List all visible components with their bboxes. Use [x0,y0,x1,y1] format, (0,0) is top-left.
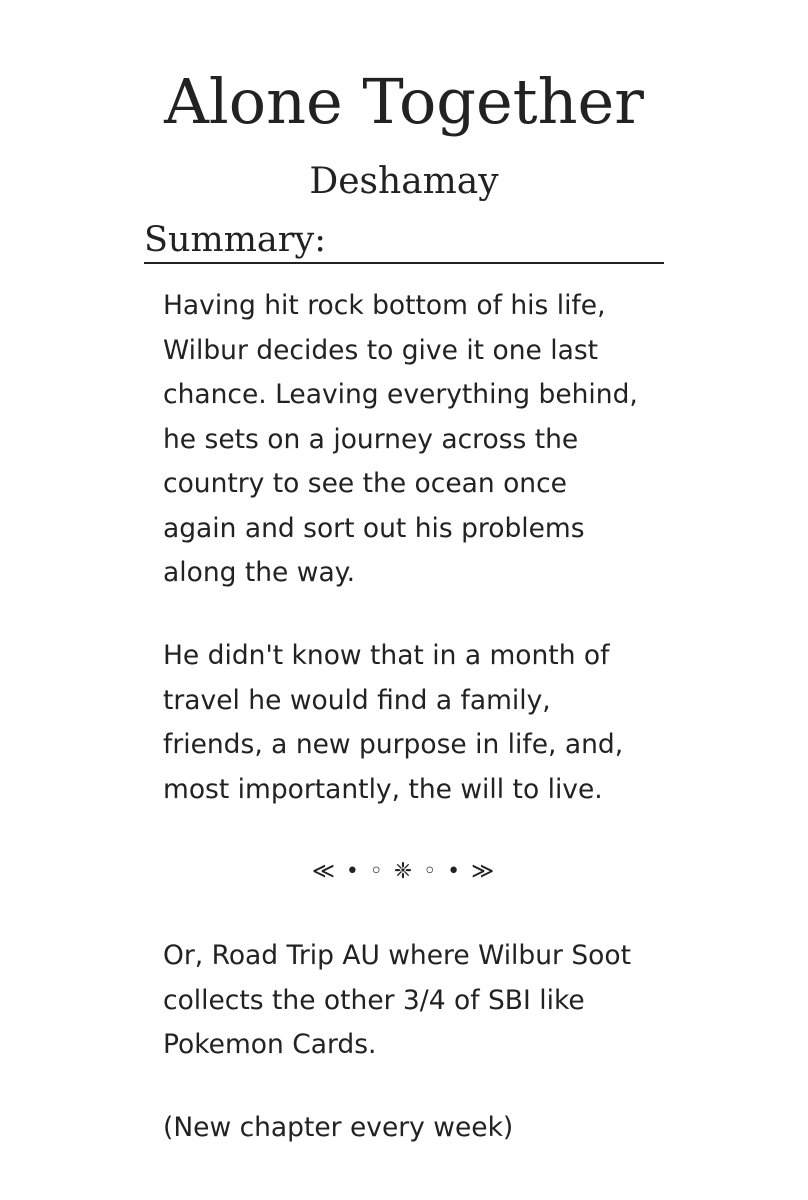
summary-line: chance. Leaving everything behind, [163,379,638,410]
summary-paragraph-3 [163,934,683,1068]
work-title: Alone Together [164,65,644,138]
summary-heading: Summary: [144,216,664,264]
summary-line: Having hit rock bottom of his life, [163,290,606,321]
summary-line: most importantly, the will to live. [163,773,603,805]
summary-line: Wilbur decides to give it one last [163,334,599,366]
author-name: Deshamay [309,161,499,202]
summary-line: again and sort out his problems [163,512,585,544]
summary-line: Pokemon Cards. [163,1029,377,1060]
summary-line: he sets on a journey across the [163,423,579,455]
summary-paragraph-4 [163,1106,683,1151]
summary-line: travel he would find a family, [163,684,551,716]
summary-line: friends, a new purpose in life, and, [163,729,624,760]
summary-line: collects the other 3/4 of SBI like [163,984,585,1016]
summary-line: country to see the ocean once [163,468,567,499]
summary-line: He didn't know that in a month of [163,640,610,671]
summary-line: Or, Road Trip AU where Wilbur Soot [163,940,631,971]
summary-paragraph-1 [163,284,683,596]
summary-paragraph-2 [163,634,683,812]
summary-line: (New chapter every week) [163,1112,514,1143]
summary-line: along the way. [163,557,356,588]
ornamental-divider: ≪ • ◦ ❈ ◦ • ≫ [311,859,497,884]
